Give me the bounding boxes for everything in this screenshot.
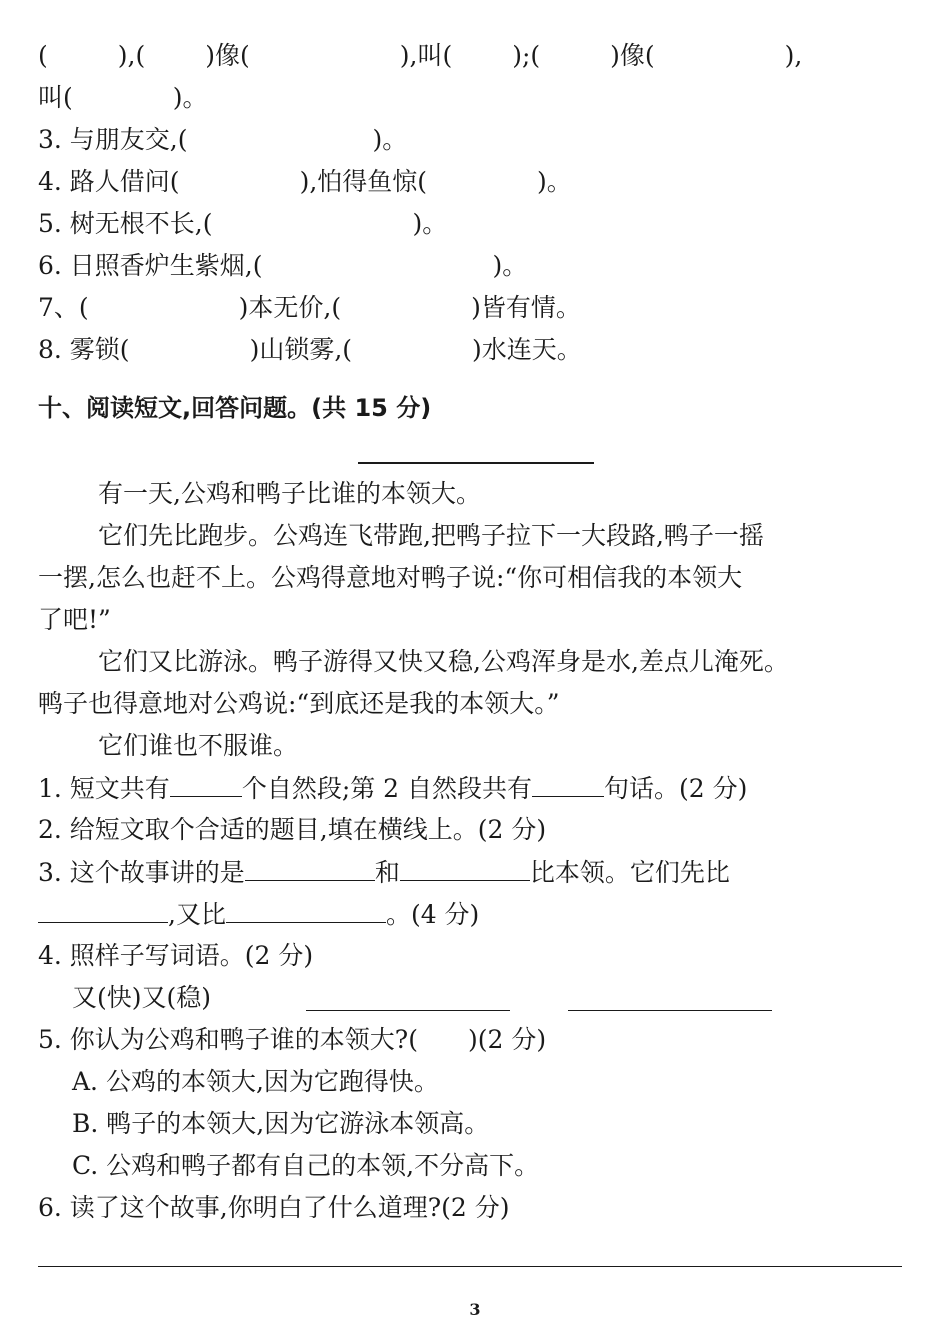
passage-paragraph-3-line-2: 鸭子也得意地对公鸡说:“到底还是我的本领大。”	[38, 689, 560, 718]
fill-text: ),叫(	[399, 41, 453, 70]
question-4-example: 又(快)又(稳)	[72, 983, 212, 1012]
option-c[interactable]: C. 公鸡和鸭子都有自己的本领,不分高下。	[72, 1151, 540, 1180]
fill-text: 叫(	[38, 83, 73, 112]
fill-line-8	[38, 332, 912, 368]
fill-text: 4. 路人借问(	[38, 167, 180, 196]
fill-line-1	[38, 38, 912, 74]
answer-blank[interactable]	[245, 854, 375, 881]
fill-text: 3. 与朋友交,(	[38, 125, 188, 154]
question-3	[38, 854, 912, 891]
fill-text: ),怕得鱼惊(	[299, 167, 428, 196]
question-text: 句话。(2 分)	[604, 774, 748, 803]
question-text: 5. 你认为公鸡和鸭子谁的本领大?(	[38, 1025, 418, 1054]
option-a[interactable]: A. 公鸡的本领大,因为它跑得快。	[72, 1067, 439, 1096]
fill-text: )。	[537, 167, 572, 196]
fill-text: )像(	[610, 41, 655, 70]
answer-blank[interactable]	[400, 854, 530, 881]
question-text: 。(4 分)	[385, 900, 480, 929]
fill-line-3	[38, 122, 912, 158]
question-text: 比本领。它们先比	[529, 858, 730, 887]
question-text: 和	[374, 858, 400, 887]
fill-line-5	[38, 206, 912, 242]
fill-text: )。	[412, 209, 448, 238]
passage-paragraph-3-line-1: 它们又比游泳。鸭子游得又快又稳,公鸡浑身是水,差点儿淹死。	[98, 647, 789, 676]
fill-text: )本无价,(	[238, 293, 342, 322]
question-3-continued	[38, 896, 912, 933]
option-b[interactable]: B. 鸭子的本领大,因为它游泳本领高。	[72, 1109, 490, 1138]
page-number: 3	[469, 1300, 481, 1319]
question-5	[38, 1022, 912, 1058]
answer-line[interactable]	[306, 1010, 510, 1011]
fill-line-7	[38, 290, 912, 326]
fill-text: )。	[372, 125, 408, 154]
answer-blank[interactable]	[38, 896, 168, 923]
fill-text: ),(	[117, 41, 146, 70]
fill-text: ),	[784, 41, 803, 70]
fill-text: )。	[492, 251, 528, 280]
fill-text: )像(	[205, 41, 250, 70]
fill-text: )水连天。	[472, 335, 582, 364]
question-4: 4. 照样子写词语。(2 分)	[38, 941, 314, 970]
question-text: ,又比	[168, 900, 226, 929]
fill-text: )。	[172, 83, 208, 112]
question-text: 个自然段;第 2 自然段共有	[241, 774, 533, 803]
fill-text: (	[38, 41, 48, 70]
question-1	[38, 770, 912, 807]
fill-text: )皆有情。	[471, 293, 581, 322]
passage-paragraph-2-line-1: 它们先比跑步。公鸡连飞带跑,把鸭子拉下一大段路,鸭子一摇	[98, 521, 764, 550]
answer-line[interactable]	[568, 1010, 772, 1011]
question-6: 6. 读了这个故事,你明白了什么道理?(2 分)	[38, 1193, 510, 1222]
question-2: 2. 给短文取个合适的题目,填在横线上。(2 分)	[38, 815, 547, 844]
fill-line-2	[38, 80, 912, 116]
answer-blank[interactable]	[170, 770, 242, 797]
title-answer-line[interactable]	[358, 462, 594, 464]
question-text: 1. 短文共有	[38, 774, 170, 803]
fill-line-4	[38, 164, 912, 200]
passage-paragraph-1: 有一天,公鸡和鸭子比谁的本领大。	[98, 479, 481, 508]
passage-paragraph-4: 它们谁也不服谁。	[98, 731, 299, 760]
fill-text: )山锁雾,(	[249, 335, 353, 364]
answer-blank[interactable]	[532, 770, 604, 797]
fill-text: 5. 树无根不长,(	[38, 209, 213, 238]
section-heading: 十、阅读短文,回答问题。(共 15 分)	[38, 394, 432, 422]
fill-text: );(	[512, 41, 541, 70]
question-text: )(2 分)	[467, 1025, 547, 1054]
fill-line-6	[38, 248, 912, 284]
answer-blank[interactable]	[226, 896, 386, 923]
answer-line-q6[interactable]	[38, 1266, 902, 1267]
passage-paragraph-2-line-3: 了吧!”	[38, 605, 111, 634]
question-text: 3. 这个故事讲的是	[38, 858, 245, 887]
fill-text: 8. 雾锁(	[38, 335, 130, 364]
fill-text: 6. 日照香炉生紫烟,(	[38, 251, 263, 280]
fill-text: 7、(	[38, 293, 89, 322]
passage-paragraph-2-line-2: 一摆,怎么也赶不上。公鸡得意地对鸭子说:“你可相信我的本领大	[38, 563, 743, 592]
